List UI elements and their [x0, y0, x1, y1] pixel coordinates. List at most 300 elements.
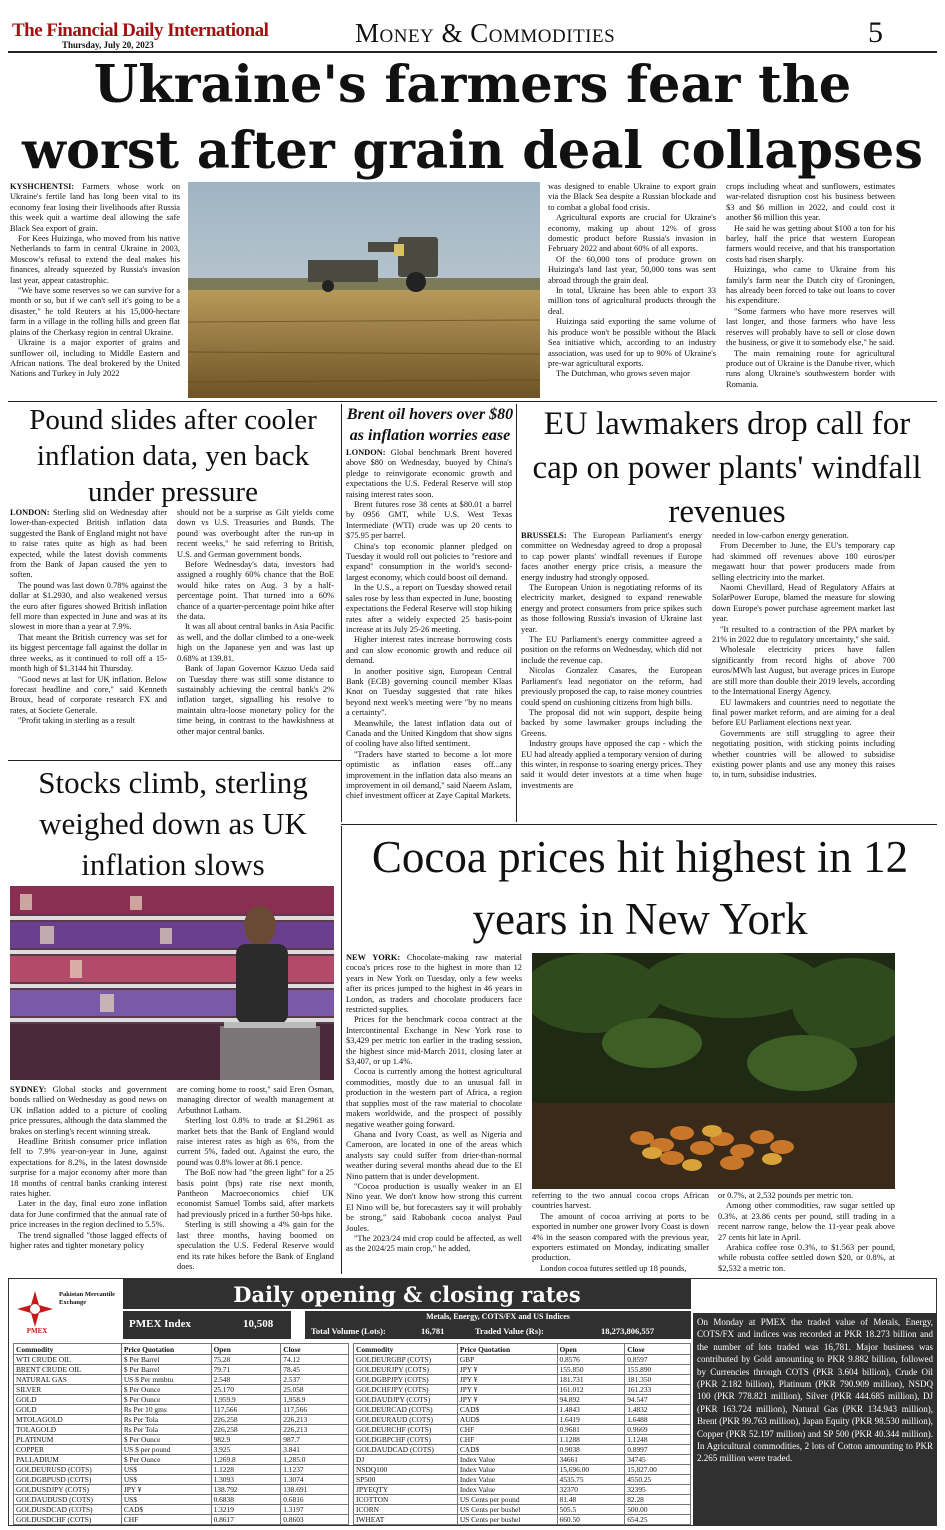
cell-close: 1.1237: [281, 1465, 349, 1475]
cell-commodity: TOLAGOLD: [14, 1425, 122, 1435]
eu-paragraph: needed in low-carbon energy generation.: [712, 531, 849, 540]
cell-close: 500.00: [625, 1505, 691, 1515]
stocks-paragraph: Sterling is still showing a 4% gain for the last three months, having boomed on speculation the U.S. Federal Reserve would end its rate hikes before the Bank of England does.: [177, 1220, 334, 1271]
ukraine-paragraph: "We have some reserves so we can survive for a month or so, but if we can't sell it's going to be a disaster," he told Reuters at his 15,000-hectare farm in a village in the rolling hills and green flat plains of the Cherkasy region in central Ukraine.: [10, 286, 180, 337]
cell-open: 1.3219: [211, 1505, 281, 1515]
page-number: 5: [868, 16, 883, 49]
table-row: [14, 1465, 349, 1475]
ukraine-paragraph: Huizinga, who came to Ukraine from his family's farm near the Dutch city of Groningen, has already been forced to take out loans to cover his expenditure.: [726, 265, 895, 306]
eu-paragraph: Wholesale electricity prices have fallen significantly from record highs of above 700 euros/MWh last August, but average prices in Europe are still more than double their 2019 levels, according to the International Energy Agency.: [712, 645, 895, 697]
pmex-logo: [15, 1285, 119, 1337]
table-row: [354, 1435, 691, 1445]
column-rule: [341, 826, 342, 1274]
cell-price-quotation: US$: [121, 1475, 211, 1485]
table-row: [354, 1415, 691, 1425]
ukraine-paragraph: For Kees Huizinga, who moved from his native Netherlands to farm in central Ukraine in 2003, Moscow's refusal to extend the deal makes his finances, already squeezed by Russia's invasion last year, appear catastrophic.: [10, 234, 180, 285]
cell-open: 15,696.00: [557, 1465, 625, 1475]
cell-close: 32395: [625, 1485, 691, 1495]
table-row: [354, 1355, 691, 1365]
stocks-dateline: SYDNEY:: [10, 1085, 47, 1094]
eu-paragraph: The EU Parliament's energy committee agreed a position on the reforms on Wednesday, which did not include the revenue cap.: [521, 635, 702, 665]
cocoa-dateline: NEW YORK:: [346, 953, 401, 962]
cell-commodity: NATURAL GAS: [14, 1375, 122, 1385]
section-divider: [8, 760, 341, 761]
cocoa-paragraph: "Cocoa production is usually weaker in an El Nino year. We don't know how strong this current El Nino will be, but forecasters say it will probably be strong," said Rabobank cocoa analyst Paul Joules.: [346, 1181, 522, 1233]
cell-open: 0.9038: [557, 1445, 625, 1455]
rates-header-row: [14, 1344, 349, 1355]
ukraine-paragraph: Agricultural exports are crucial for Ukraine's economy, making up about 12% of gross domestic product before Russia's invasion in February 2022 and about 60% of all exports.: [548, 213, 716, 254]
cell-price-quotation: CHF: [121, 1515, 211, 1525]
cell-price-quotation: US$: [121, 1495, 211, 1505]
table-row: [14, 1375, 349, 1385]
cell-price-quotation: US Cents per bushel: [457, 1505, 557, 1515]
ukraine-paragraph: The Dutchman, who grows seven major: [556, 369, 690, 379]
cell-commodity: COPPER: [14, 1445, 122, 1455]
supermarket-image: [10, 886, 334, 1080]
cell-price-quotation: US$: [121, 1465, 211, 1475]
cocoa-paragraph: "The 2023/24 mid crop could be affected, as well as the 2024/25 main crop," he added,: [346, 1233, 522, 1254]
cell-commodity: ICOTTON: [354, 1495, 458, 1505]
stocks-paragraph: Global stocks and government bonds rallied on Wednesday as good news on UK inflation added to a picture of cooling price pressures, although the data slammed the brakes on sterling's recent winning streak.: [10, 1085, 167, 1136]
cell-price-quotation: CHF: [457, 1425, 557, 1435]
cell-close: 226,213: [281, 1425, 349, 1435]
table-row: [354, 1425, 691, 1435]
stocks-column-2: [177, 1085, 334, 1273]
cell-price-quotation: Rs Per Tola: [121, 1425, 211, 1435]
stocks-paragraph: Headline British consumer price inflation fell to 7.9% year-on-year in June, against expectations for 8.2%, in the latest downside surprise for a major economy after more than 18 months of central banks cranking interest rates higher.: [10, 1137, 167, 1199]
stocks-paragraph: are coming home to roost," said Eren Osman, managing director of wealth management at Arbuthnot Latham.: [177, 1085, 334, 1115]
cell-commodity: PALLADIUM: [14, 1455, 122, 1465]
brent-paragraph: In another positive sign, European Central Bank (ECB) governing council member Klaas Knot on Tuesday suggested that rate hikes beyond next week's meeting were "by no means a certainty".: [346, 666, 512, 718]
cell-price-quotation: CAD$: [457, 1405, 557, 1415]
table-row: [14, 1505, 349, 1515]
header-commodity: Commodity: [14, 1344, 122, 1355]
pmex-index-box: [123, 1311, 291, 1339]
cell-open: 75.28: [211, 1355, 281, 1365]
cell-open: 1.6419: [557, 1415, 625, 1425]
cell-price-quotation: JPY ¥: [457, 1395, 557, 1405]
table-row: [14, 1515, 349, 1525]
harvest-field-image: [188, 182, 540, 398]
cell-price-quotation: Index Value: [457, 1485, 557, 1495]
ukraine-paragraph: Farmers whose work on Ukraine's fertile land has long been vital to its economy fear losing their livelihoods after Russia this week quit a wartime deal allowing the safe Black Sea export of grain.: [10, 182, 180, 233]
table-row: [354, 1495, 691, 1505]
eu-paragraph: Governments are still struggling to agree their negotiating position, with sticking points including whether countries will be allowed to subsidise existing power plants and use any money this raises to, in turn, subsidise industries.: [712, 728, 895, 780]
eu-paragraph: Naomi Chevillard, Head of Regulatory Affairs at SolarPower Europe, blamed the measure for slowing down Europe's power purchase agreement market last year.: [712, 583, 895, 624]
cell-commodity: SP500: [354, 1475, 458, 1485]
cell-commodity: JPYEQTY: [354, 1485, 458, 1495]
cell-close: 0.8603: [281, 1515, 349, 1525]
table-row: [354, 1455, 691, 1465]
table-row: [354, 1515, 691, 1525]
ukraine-paragraph: The main remaining route for agricultural produce out of Ukraine is the Danube river, which runs along Ukraine's southwestern border with Romania.: [726, 348, 895, 389]
cocoa-plantation-image: [532, 953, 895, 1189]
table-row: [14, 1395, 349, 1405]
rates-title: Daily opening & closing rates: [233, 1282, 581, 1307]
cell-price-quotation: US Cents per pound: [457, 1495, 557, 1505]
cell-commodity: GOLDAUDJPY (COTS): [354, 1395, 458, 1405]
rates-subtitle: Metals, Energy, COTS/FX and US Indices: [426, 1312, 570, 1321]
traded-label: Traded Value (Rs):: [475, 1326, 544, 1336]
eu-column-1: [521, 531, 702, 821]
eu-paragraph: Industry groups have opposed the cap - which the EU had already applied a temporary version of during this winter, in response to soaring energy prices. They said it would deter investors at a time when huge investments are: [521, 739, 702, 790]
ukraine-headline: Ukraine's farmers fear the worst after grain deal collapses: [22, 55, 923, 181]
ukraine-column-1: [10, 182, 180, 398]
cell-commodity: DJ: [354, 1455, 458, 1465]
cell-commodity: PLATINUM: [14, 1435, 122, 1445]
header-commodity: Commodity: [354, 1344, 458, 1355]
paper-name: The Financial Daily International: [12, 20, 269, 41]
cell-commodity: GOLDEURCHF (COTS): [354, 1425, 458, 1435]
header-open: Open: [211, 1344, 281, 1355]
pmex-logo-text: Pakistan Mercantile Exchange: [59, 1291, 116, 1306]
cell-commodity: GOLD: [14, 1405, 122, 1415]
table-row: [14, 1405, 349, 1415]
table-row: [354, 1465, 691, 1475]
cell-close: 82.28: [625, 1495, 691, 1505]
pound-paragraph: Before Wednesday's data, investors had assigned a roughly 60% chance that the BoE would hike rates on Aug. 3 by a half-percentage point. That turned into a 60% chance of a quarter-percentage point hike after the data.: [177, 560, 334, 622]
ukraine-paragraph: In total, Ukraine has been able to export 33 million tons of agricultural products through the deal.: [548, 286, 716, 316]
header-open: Open: [557, 1344, 625, 1355]
table-row: [14, 1485, 349, 1495]
table-row: [14, 1415, 349, 1425]
cell-close: 1.4832: [625, 1405, 691, 1415]
header-close: Close: [625, 1344, 691, 1355]
cell-commodity: GOLDUSDJPY (COTS): [14, 1485, 122, 1495]
cell-open: 138.792: [211, 1485, 281, 1495]
cell-open: 505.5: [557, 1505, 625, 1515]
issue-date: Thursday, July 20, 2023: [62, 40, 154, 50]
cell-commodity: GOLDUSDCAD (COTS): [14, 1505, 122, 1515]
table-row: [14, 1435, 349, 1445]
cell-open: 226,258: [211, 1415, 281, 1425]
table-row: [354, 1395, 691, 1405]
cell-close: 0.9669: [625, 1425, 691, 1435]
volume-value: 16,781: [421, 1326, 445, 1336]
cell-open: 161.012: [557, 1385, 625, 1395]
cell-price-quotation: Index Value: [457, 1475, 557, 1485]
cell-close: 15,827.00: [625, 1465, 691, 1475]
cell-open: 1,959.9: [211, 1395, 281, 1405]
brent-paragraph: In the U.S., a report on Tuesday showed retail sales rose by less than expected in June, boosting expectations the Federal Reserve will stop hiking rates after a widely expected 25 basis-point increase at its July 25-26 meeting.: [346, 583, 512, 634]
cocoa-paragraph: referring to the two annual cocoa crops African countries harvest.: [532, 1191, 709, 1211]
cell-price-quotation: CAD$: [121, 1505, 211, 1515]
cell-commodity: GOLDCHFJPY (COTS): [354, 1385, 458, 1395]
cell-open: 94.892: [557, 1395, 625, 1405]
cell-commodity: GOLDEURCAD (COTS): [354, 1405, 458, 1415]
cell-price-quotation: JPY ¥: [121, 1485, 211, 1495]
cell-open: 181.731: [557, 1375, 625, 1385]
ukraine-paragraph: Huizinga said exporting the same volume of his produce won't be possible without the Black Sea initiative which, according to an industry association, was used for up to 90% of Ukraine's pre-war agricultural exports.: [548, 317, 716, 368]
cell-open: 1,269.8: [211, 1455, 281, 1465]
cocoa-paragraph: London cocoa futures settled up 18 pounds,: [540, 1263, 687, 1273]
eu-paragraph: The European Union is negotiating reforms of its electricity market, designed to expand renewable energy and protect consumers from price spikes such as those following Russia's invasion of Ukraine last year.: [521, 583, 702, 634]
cocoa-paragraph: Chocolate-making raw material cocoa's prices rose to the highest in more than 12 years in New York on Tuesday, only a few weeks after its prices jumped to the highest in 46 years in London, as traders and chocolate producers face restricted supplies.: [346, 953, 522, 1015]
cocoa-column-3: [718, 1191, 895, 1273]
cell-commodity: MTOLAGOLD: [14, 1415, 122, 1425]
cell-commodity: GOLDGBPCHF (COTS): [354, 1435, 458, 1445]
cell-close: 2.537: [281, 1375, 349, 1385]
cell-close: 155.890: [625, 1365, 691, 1375]
brent-headline: Brent oil hovers over $80 as inflation worries ease: [346, 406, 514, 444]
table-row: [14, 1445, 349, 1455]
section-divider: [341, 824, 937, 825]
cocoa-paragraph: Among other commodities, raw sugar settled up 0.3%, at 23.86 cents per pound, still trading in a recent narrow range, below the 11-year peak above 27 cents hit late in April.: [718, 1201, 895, 1242]
cell-price-quotation: $ Per Ounce: [121, 1435, 211, 1445]
header-price-quotation: Price Quotation: [457, 1344, 557, 1355]
cell-close: 1,285.0: [281, 1455, 349, 1465]
brent-paragraph: Brent futures rose 38 cents at $80.01 a barrel by 0956 GMT, while U.S. West Texas Intermediate (WTI) crude was up 20 cents to $75.95 per barrel.: [346, 500, 512, 541]
cell-open: 226,258: [211, 1425, 281, 1435]
cell-price-quotation: US $ Per mmbtu: [121, 1375, 211, 1385]
ukraine-column-3: [726, 182, 895, 398]
cell-open: 0.6838: [211, 1495, 281, 1505]
column-rule: [516, 404, 517, 822]
table-row: [14, 1355, 349, 1365]
table-row: [354, 1505, 691, 1515]
cell-close: 25.058: [281, 1385, 349, 1395]
stocks-paragraph: Sterling lost 0.8% to trade at $1.2961 as market bets that the Bank of England would raise interest rates as high as 6%, from the current 5%, faded out. Against the euro, the pound was 0.8% lower at 86.1 pence.: [177, 1116, 334, 1167]
cell-close: 0.8997: [625, 1445, 691, 1455]
cell-price-quotation: Rs Per Tola: [121, 1415, 211, 1425]
cell-open: 1.1228: [211, 1465, 281, 1475]
pound-paragraph: "Profit taking in sterling as a result: [18, 716, 135, 726]
cell-open: 982.9: [211, 1435, 281, 1445]
rates-left-body: [14, 1355, 349, 1525]
cell-commodity: NSDQ100: [354, 1465, 458, 1475]
pmex-star-icon: [15, 1289, 55, 1329]
cell-open: 660.50: [557, 1515, 625, 1525]
cell-price-quotation: JPY ¥: [457, 1375, 557, 1385]
cell-close: 987.7: [281, 1435, 349, 1445]
ukraine-column-2: [548, 182, 716, 398]
cell-open: 1.4843: [557, 1405, 625, 1415]
cocoa-pods-photo: [532, 953, 895, 1189]
brent-paragraph: Meanwhile, the latest inflation data out of Canada and the United Kingdom that show signs of cooling have also lifted sentiment.: [346, 718, 512, 749]
cell-commodity: GOLDEURGBP (COTS): [354, 1355, 458, 1365]
cell-close: 1.3074: [281, 1475, 349, 1485]
volume-label: Total Volume (Lots):: [311, 1326, 386, 1336]
cocoa-paragraph: or 0.7%, at 2,532 pounds per metric ton.: [718, 1191, 854, 1200]
cell-open: 117,566: [211, 1405, 281, 1415]
rates-right-body: [354, 1355, 691, 1525]
cell-price-quotation: $ Per Ounce: [121, 1395, 211, 1405]
cell-close: 1.6488: [625, 1415, 691, 1425]
cell-open: 81.48: [557, 1495, 625, 1505]
traded-value: 18,273,806,557: [601, 1326, 655, 1336]
ukraine-paragraph: "Some farmers who have more reserves will last longer, and those farmers who have less reserves will probably have to sell or close down the business, or give it to somebody else," he said.: [726, 306, 895, 348]
cell-open: 3.925: [211, 1445, 281, 1455]
cell-price-quotation: JPY ¥: [457, 1385, 557, 1395]
table-row: [14, 1365, 349, 1375]
pound-paragraph: It was all about central banks in Asia Pacific as well, and the dollar climbed to a one-week high on the Japanese yen and was last up 0.68% at 139.81.: [177, 622, 334, 663]
eu-dateline: BRUSSELS:: [521, 531, 567, 540]
cell-price-quotation: CAD$: [457, 1445, 557, 1455]
table-row: [354, 1375, 691, 1385]
cell-price-quotation: Rs Per 10 gms: [121, 1405, 211, 1415]
pound-column-1: [10, 508, 167, 756]
eu-column-2: [712, 531, 895, 821]
cell-close: 1,958.9: [281, 1395, 349, 1405]
table-row: [354, 1485, 691, 1495]
cell-open: 4535.75: [557, 1475, 625, 1485]
eu-paragraph: The proposal did not win support, despite being backed by some lawmaker groups including the Greens.: [521, 707, 702, 738]
brent-paragraph: "Traders have started to become a lot more optimistic as inflation eases off...any improvement in the inflation data also means an improvement in oil demand," said Naeem Aslam, chief investment officer at Zaye Capital Markets.: [346, 749, 512, 801]
pound-paragraph: Bank of Japan Governor Kazuo Ueda said on Tuesday there was still some distance to sustainably achieving the central bank's 2% inflation target, signalling his resolve to maintain ultra-loose monetary policy for the time being, in contrast to the hawkishness at other major central banks.: [177, 664, 334, 736]
pmex-index-value: 10,508: [243, 1318, 274, 1330]
table-row: [354, 1475, 691, 1485]
cell-commodity: GOLDEURUSD (COTS): [14, 1465, 122, 1475]
cell-commodity: IWHEAT: [354, 1515, 458, 1525]
cell-price-quotation: JPY ¥: [457, 1365, 557, 1375]
pound-paragraph: The pound was last down 0.78% against the dollar at $1.2930, and also weakened versus the euro after figures showed British inflation fell more than expected in June and was at its slowest in more than a year at 7.9%.: [10, 580, 167, 632]
table-row: [14, 1475, 349, 1485]
cell-price-quotation: $ Per Ounce: [121, 1385, 211, 1395]
cell-commodity: GOLDGBPUSD (COTS): [14, 1475, 122, 1485]
cell-close: 74.12: [281, 1355, 349, 1365]
cell-commodity: WTI CRUDE OIL: [14, 1355, 122, 1365]
pound-dateline: LONDON:: [10, 508, 50, 517]
cell-commodity: GOLDUSDCHF (COTS): [14, 1515, 122, 1525]
table-row: [354, 1385, 691, 1395]
cell-close: 181.350: [625, 1375, 691, 1385]
table-row: [354, 1405, 691, 1415]
rates-title-bar: [123, 1279, 691, 1309]
cell-open: 1.3093: [211, 1475, 281, 1485]
eu-paragraph: EU lawmakers and countries need to negotiate the final power market reform, and are aiming for a deal before EU Parliament elections next year.: [712, 697, 895, 728]
cell-close: 117,566: [281, 1405, 349, 1415]
cell-close: 1.1248: [625, 1435, 691, 1445]
table-row: [14, 1385, 349, 1395]
rates-totals-box: [305, 1311, 691, 1339]
rates-table-left: [13, 1343, 349, 1525]
ukraine-harvest-photo: [188, 182, 540, 398]
cell-open: 0.8617: [211, 1515, 281, 1525]
cell-price-quotation: Index Value: [457, 1455, 557, 1465]
cell-price-quotation: CHF: [457, 1435, 557, 1445]
cell-close: 3.841: [281, 1445, 349, 1455]
column-rule: [341, 404, 342, 822]
cell-commodity: GOLDAUDCAD (COTS): [354, 1445, 458, 1455]
pmex-abbreviation: PMEX: [26, 1327, 48, 1335]
cell-open: 25.170: [211, 1385, 281, 1395]
cell-close: 34745: [625, 1455, 691, 1465]
rates-summary: On Monday at PMEX the traded value of Metals, Energy, COTS/FX and indices was recorded at PKR 18.273 billion and the number of lots traded was 16,781. Major business was contributed by Gold amounting to PKR 9.882 billion, followed by Currencies through COTS (PKR 3.604 billion), Crude Oil (PKR 2.182 billion), Platinum (PKR 790.909 million), NSDQ 100 (PKR 778.821 million), Silver (PKR 444.685 million), DJ (PKR 163.724 million), Natural Gas (PKR 134.943 million), Brent (PKR 99.763 million), Japan Equity (PKR 98.530 million), Copper (PKR 52.197 million) and SP 500 (PKR 40.344 million). In Agricultural commodities, 2 lots of Cotton amounting to PKR 2.265 million were traded.: [693, 1313, 937, 1525]
stocks-paragraph: The BoE now had "the green light" for a 25 basis point (bps) rate rise next month, Pantheon Macroeconomics chief UK economist Samuel Tombs said, after markets had previously priced in a further 50-bps hike.: [177, 1168, 334, 1219]
rates-panel: [8, 1278, 937, 1526]
cell-commodity: BRENT CRUDE OIL: [14, 1365, 122, 1375]
ukraine-paragraph: Of the 60,000 tons of produce grown on Huizinga's land last year, 50,000 tons was sent abroad through the grain deal.: [548, 254, 716, 285]
cell-close: 161.233: [625, 1385, 691, 1395]
ukraine-dateline: KYSHCHENTSI:: [10, 182, 75, 191]
cocoa-column-1: [346, 953, 522, 1273]
cell-price-quotation: $ Per Barrel: [121, 1365, 211, 1375]
pound-headline: Pound slides after cooler inflation data, yen back under pressure: [29, 404, 317, 508]
cell-close: 94.547: [625, 1395, 691, 1405]
eu-paragraph: "It resulted to a contraction of the PPA market by 21% in 2022 due to regulatory uncertainty," she said.: [712, 624, 895, 645]
eu-paragraph: The European Parliament's energy committee on Wednesday agreed to drop a proposal to cap power plants' windfall revenues if Europe faces another energy price crisis, a measure the energy industry had strongly opposed.: [521, 531, 702, 582]
cocoa-column-2: [532, 1191, 709, 1273]
ukraine-paragraph: crops including wheat and sunflowers, estimates war-related disruption cost his business between $3 and $6 million in 2022, and could cost it another $6 million this year.: [726, 182, 895, 223]
cell-open: 79.71: [211, 1365, 281, 1375]
brent-paragraph: Global benchmark Brent hovered above $80 on Wednesday, buoyed by China's pledge to reinvigorate economic growth and expectations the U.S. Federal Reserve will stop raising interest rates soon.: [346, 448, 512, 499]
brent-column: [346, 448, 512, 822]
cell-price-quotation: US Cents per bushel: [457, 1515, 557, 1525]
cell-price-quotation: US $ per pound: [121, 1445, 211, 1455]
section-title: Money & Commodities: [355, 18, 616, 48]
cell-commodity: GOLDEURAUD (COTS): [354, 1415, 458, 1425]
eu-paragraph: From December to June, the EU's temporary cap had skimmed off revenues above 180 euros/per megawatt hour that power producers made from selling electricity into the market.: [712, 541, 895, 582]
cocoa-headline: Cocoa prices hit highest in 12 years in New York: [371, 832, 909, 944]
cocoa-paragraph: Arabica coffee rose 0.3%, to $1.563 per pound, while robusta coffee settled down $20, or 0.8%, at $2,532 a metric ton.: [718, 1243, 895, 1273]
cell-commodity: ICORN: [354, 1505, 458, 1515]
cell-open: 155.850: [557, 1365, 625, 1375]
table-row: [354, 1365, 691, 1375]
cell-commodity: GOLD: [14, 1395, 122, 1405]
brent-paragraph: Higher interest rates increase borrowing costs and can slow economic growth and reduce oil demand.: [346, 635, 512, 666]
eu-paragraph: Nicolas Gonzalez Casares, the European Parliament's lead negotiator on the reform, had previously proposed the cap, to raise money countries could spend on cushioning citizens from high bills.: [521, 666, 702, 707]
rates-header-row: [354, 1344, 691, 1355]
cell-price-quotation: $ Per Ounce: [121, 1455, 211, 1465]
cell-commodity: SILVER: [14, 1385, 122, 1395]
header-price-quotation: Price Quotation: [121, 1344, 211, 1355]
stocks-column-1: [10, 1085, 167, 1273]
stocks-shopper-photo: [10, 886, 334, 1080]
cell-open: 0.8576: [557, 1355, 625, 1365]
pound-column-2: [177, 508, 334, 756]
table-row: [14, 1425, 349, 1435]
table-row: [354, 1445, 691, 1455]
ukraine-paragraph: He said he was getting about $100 a ton for his barley, half the price that western European farmers would receive, and that his transportation costs had risen sharply.: [726, 223, 895, 264]
cell-close: 138.691: [281, 1485, 349, 1495]
stocks-headline: Stocks climb, sterling weighed down as UK inflation slows: [38, 765, 308, 882]
pmex-index-label: PMEX Index: [129, 1318, 192, 1330]
cell-open: 34661: [557, 1455, 625, 1465]
cell-open: 0.9681: [557, 1425, 625, 1435]
cell-price-quotation: GBP: [457, 1355, 557, 1365]
pound-paragraph: Sterling slid on Wednesday after lower-than-expected British inflation data suggested the Bank of England might not have to raise rates quite as high as had been expected, while the latest dovish comments from the Bank of Japan caused the yen to soften.: [10, 508, 167, 580]
brent-paragraph: China's top economic planner pledged on Tuesday it would roll out policies to "restore and expand" consumption in the world's second-largest economy, which could boost oil demand.: [346, 541, 512, 582]
cell-open: 1.1288: [557, 1435, 625, 1445]
cocoa-paragraph: Ghana and Ivory Coast, as well as Nigeria and Cameroon, are located in one of the areas which analysts say could suffer from drier-than-normal weather during several months ahead due to the El Nino pattern that is under development.: [346, 1129, 522, 1181]
cell-open: 32370: [557, 1485, 625, 1495]
pound-paragraph: should not be a surprise as Gilt yields come down vs U.S. Treasuries and Bunds. The pound was overbought after the run-up in recent weeks," he said referring to British, U.S. and German government bonds.: [177, 508, 334, 559]
table-row: [14, 1455, 349, 1465]
cell-price-quotation: Index Value: [457, 1465, 557, 1475]
pound-paragraph: That meant the British currency was set for its biggest percentage fall against the dollar in three weeks, as it continued to roll off a 15-month high of $1.3144 hit Thursday.: [10, 632, 167, 674]
stocks-paragraph: Later in the day, final euro zone inflation data for June confirmed that the annual rate of price increases in the region declined to 5.5%.: [10, 1199, 167, 1230]
eu-headline: EU lawmakers drop call for cap on power plants' windfall revenues: [532, 406, 922, 530]
ukraine-paragraph: was designed to enable Ukraine to export grain via the Black Sea despite a Russian blockade and to combat a global food crisis.: [548, 182, 716, 212]
pound-paragraph: "Good news at last for UK inflation. Below forecast headline and core," said Kenneth Broux, head of corporate research FX and rates, at Societe Generale.: [10, 674, 167, 715]
stocks-paragraph: The trend signalled "those lagged effects of higher rates and tighter monetary policy: [10, 1230, 167, 1251]
cell-close: 0.8597: [625, 1355, 691, 1365]
cell-open: 2.548: [211, 1375, 281, 1385]
cell-commodity: GOLDAUDUSD (COTS): [14, 1495, 122, 1505]
table-row: [14, 1495, 349, 1505]
cell-commodity: GOLDGBPJPY (COTS): [354, 1375, 458, 1385]
cell-price-quotation: $ Per Barrel: [121, 1355, 211, 1365]
cell-close: 4550.25: [625, 1475, 691, 1485]
cell-commodity: GOLDEURJPY (COTS): [354, 1365, 458, 1375]
brent-dateline: LONDON:: [346, 448, 386, 457]
cocoa-paragraph: Prices for the benchmark cocoa contract at the Intercontinental Exchange in New York rose to $3,429 per metric ton earlier in the trading session, the highest since mid-March 2011, closing later at $3,407, or up 1.4%.: [346, 1015, 522, 1067]
cell-close: 226,213: [281, 1415, 349, 1425]
cell-close: 1.3197: [281, 1505, 349, 1515]
cell-price-quotation: AUD$: [457, 1415, 557, 1425]
header-close: Close: [281, 1344, 349, 1355]
cell-close: 78.45: [281, 1365, 349, 1375]
